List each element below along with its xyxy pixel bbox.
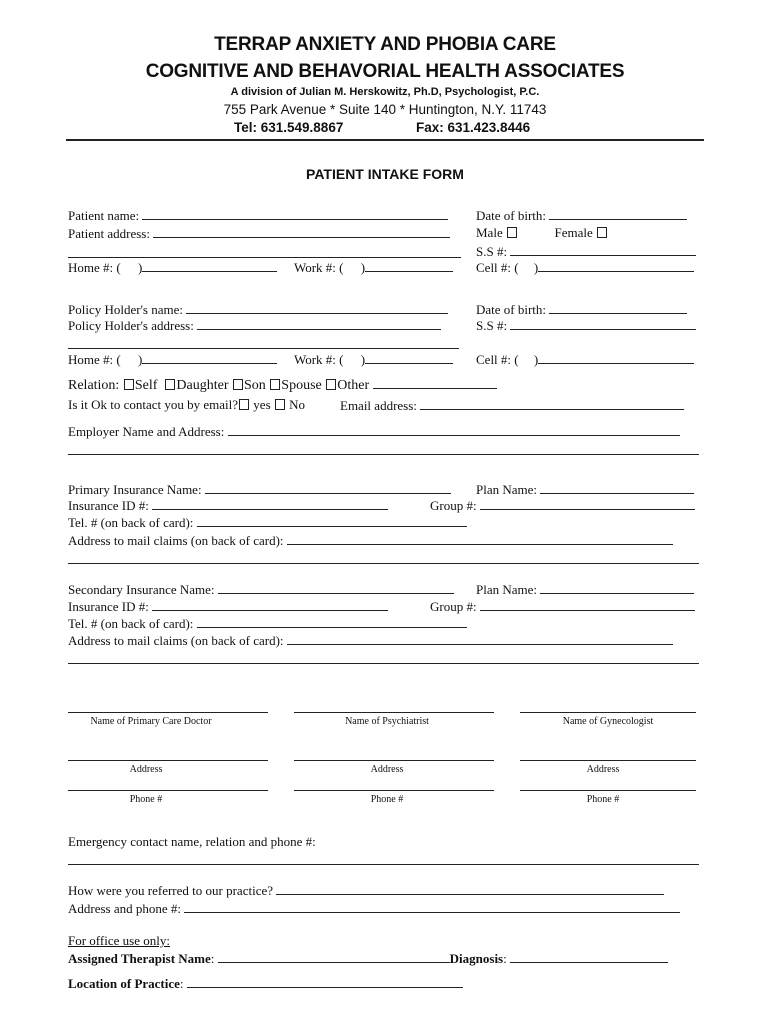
psychiatrist-caption: Name of Psychiatrist	[345, 716, 429, 727]
policy-holder-name-field[interactable]	[68, 301, 448, 318]
home-phone-field[interactable]: Home #: ( )	[68, 259, 277, 276]
primary-claims-address-field[interactable]	[68, 532, 673, 549]
secondary-insurance-label: Secondary Insurance Name:	[68, 582, 215, 597]
policy-cell-phone-label: Cell #: (	[476, 352, 519, 367]
ss-label: S.S #:	[476, 244, 508, 259]
psychiatrist-phone-caption: Phone #	[370, 794, 404, 805]
primary-group-field[interactable]	[430, 497, 695, 514]
policy-cell-phone-field[interactable]: Cell #: ( )	[476, 351, 694, 368]
diagnosis-label: Diagnosis	[449, 951, 504, 966]
gynecologist-address-caption: Address	[586, 764, 620, 775]
secondary-insurance-id-label: Insurance ID #:	[68, 599, 149, 614]
gynecologist-address-line[interactable]	[520, 760, 696, 761]
practice-tel: Tel: 631.549.8867	[234, 120, 344, 135]
daughter-checkbox[interactable]	[165, 379, 175, 390]
secondary-claims-address-label: Address to mail claims (on back of card):	[68, 633, 284, 648]
employer-label: Employer Name and Address:	[68, 424, 225, 439]
division-line: A division of Julian M. Herskowitz, Ph.D, Psychologist, P.C.	[230, 86, 540, 98]
dob-label: Date of birth:	[476, 208, 547, 223]
primary-doctor-address-line[interactable]	[68, 760, 268, 761]
employer-line-2[interactable]	[68, 454, 699, 455]
policy-dob-label: Date of birth:	[476, 302, 547, 317]
secondary-group-field[interactable]	[430, 598, 695, 615]
referral-field[interactable]	[68, 882, 664, 899]
primary-claims-address-label: Address to mail claims (on back of card):	[68, 533, 284, 548]
cell-phone-label: Cell #: (	[476, 260, 519, 275]
policy-work-phone-label: Work #: (	[294, 352, 344, 367]
gynecologist-caption: Name of Gynecologist	[562, 716, 654, 727]
primary-doctor-address-caption: Address	[129, 764, 163, 775]
policy-home-phone-label: Home #: (	[68, 352, 121, 367]
referral-label: How were you referred to our practice?	[68, 883, 274, 898]
home-phone-label: Home #: (	[68, 260, 121, 275]
policy-holder-address-label: Policy Holder's address:	[68, 318, 194, 333]
secondary-insurance-id-field[interactable]	[68, 598, 388, 615]
self-checkbox[interactable]	[124, 379, 134, 390]
diagnosis-input[interactable]	[510, 950, 668, 963]
psychiatrist-phone-line[interactable]	[294, 790, 494, 791]
policy-ss-field[interactable]	[476, 317, 696, 334]
spouse-checkbox[interactable]	[270, 379, 280, 390]
primary-plan-field[interactable]	[476, 481, 694, 498]
male-checkbox[interactable]	[507, 227, 517, 238]
policy-ss-label: S.S #:	[476, 318, 508, 333]
email-consent-label: Is it Ok to contact you by email?	[68, 397, 239, 412]
secondary-plan-label: Plan Name:	[476, 582, 538, 597]
emergency-contact-label: Emergency contact name, relation and phone #:	[68, 834, 316, 849]
patient-address-line-2[interactable]	[68, 257, 461, 258]
practice-subtitle: COGNITIVE AND BEHAVORIAL HEALTH ASSOCIATES	[145, 61, 625, 82]
female-checkbox[interactable]	[597, 227, 607, 238]
email-address-label: Email address:	[340, 398, 417, 413]
primary-doctor-phone-line[interactable]	[68, 790, 268, 791]
referral-address-field[interactable]	[68, 900, 680, 917]
policy-holder-address-field[interactable]	[68, 317, 441, 334]
policy-home-phone-field[interactable]: Home #: ( )	[68, 351, 277, 368]
employer-field[interactable]	[68, 423, 680, 440]
male-label: Male	[476, 225, 503, 240]
cell-phone-field[interactable]: Cell #: ( )	[476, 259, 694, 276]
patient-address-label: Patient address:	[68, 226, 150, 241]
email-no-checkbox[interactable]	[275, 399, 285, 410]
email-address-field[interactable]	[340, 397, 684, 414]
son-checkbox[interactable]	[233, 379, 243, 390]
work-phone-label: Work #: (	[294, 260, 344, 275]
gynecologist-name-line[interactable]	[520, 712, 696, 713]
referral-address-label: Address and phone #:	[68, 901, 182, 916]
office-use-heading: For office use only:	[68, 933, 170, 948]
psychiatrist-address-line[interactable]	[294, 760, 494, 761]
work-phone-field[interactable]: Work #: ( )	[294, 259, 453, 276]
policy-holder-name-label: Policy Holder's name:	[68, 302, 183, 317]
secondary-group-label: Group #:	[430, 599, 477, 614]
primary-insurance-id-field[interactable]	[68, 497, 388, 514]
secondary-tel-field[interactable]	[68, 615, 467, 632]
patient-name-label: Patient name:	[68, 208, 140, 223]
ss-field[interactable]	[476, 243, 696, 260]
other-relation-input[interactable]	[373, 376, 497, 389]
primary-doctor-caption: Name of Primary Care Doctor	[90, 716, 212, 727]
primary-tel-field[interactable]	[68, 514, 467, 531]
female-label: Female	[554, 225, 593, 240]
relation-label: Relation:	[68, 378, 120, 393]
emergency-contact-line[interactable]	[68, 864, 699, 865]
assigned-therapist-label: Assigned Therapist Name	[68, 951, 211, 966]
secondary-claims-address-field[interactable]	[68, 632, 673, 649]
psychiatrist-name-line[interactable]	[294, 712, 494, 713]
assigned-therapist-field[interactable]: Assigned Therapist Name: Diagnosis:	[68, 950, 668, 967]
secondary-plan-field[interactable]	[476, 581, 694, 598]
sex-field[interactable]	[476, 225, 608, 241]
policy-address-line-2[interactable]	[68, 348, 459, 349]
secondary-claims-line-2[interactable]	[68, 663, 699, 664]
other-checkbox[interactable]	[326, 379, 336, 390]
patient-address-field[interactable]	[68, 225, 450, 242]
location-label: Location of Practice	[68, 976, 180, 991]
primary-insurance-id-label: Insurance ID #:	[68, 498, 149, 513]
secondary-insurance-field[interactable]	[68, 581, 454, 598]
secondary-tel-label: Tel. # (on back of card):	[68, 616, 194, 631]
psychiatrist-address-caption: Address	[370, 764, 404, 775]
gynecologist-phone-caption: Phone #	[586, 794, 620, 805]
primary-doctor-name-line[interactable]	[68, 712, 268, 713]
gynecologist-phone-line[interactable]	[520, 790, 696, 791]
practice-name: TERRAP ANXIETY AND PHOBIA CARE	[214, 34, 556, 55]
practice-address: 755 Park Avenue * Suite 140 * Huntington, N.Y. 11743	[223, 102, 547, 117]
primary-claims-line-2[interactable]	[68, 563, 699, 564]
header-rule	[66, 139, 704, 141]
dob-field[interactable]	[476, 207, 687, 224]
primary-group-label: Group #:	[430, 498, 477, 513]
primary-tel-label: Tel. # (on back of card):	[68, 515, 194, 530]
email-consent-row: Is it Ok to contact you by email? yes No	[68, 397, 306, 412]
primary-insurance-field[interactable]	[68, 481, 451, 498]
practice-fax: Fax: 631.423.8446	[416, 120, 531, 135]
form-title: PATIENT INTAKE FORM	[306, 166, 464, 182]
patient-name-field[interactable]	[68, 207, 448, 224]
primary-insurance-label: Primary Insurance Name:	[68, 482, 202, 497]
location-field[interactable]: Location of Practice:	[68, 975, 463, 992]
email-yes-checkbox[interactable]	[239, 399, 249, 410]
relation-row: Relation: Self Daughter Son Spouse Other	[68, 376, 497, 394]
policy-dob-field[interactable]	[476, 301, 687, 318]
primary-plan-label: Plan Name:	[476, 482, 538, 497]
primary-doctor-phone-caption: Phone #	[129, 794, 163, 805]
policy-work-phone-field[interactable]: Work #: ( )	[294, 351, 453, 368]
